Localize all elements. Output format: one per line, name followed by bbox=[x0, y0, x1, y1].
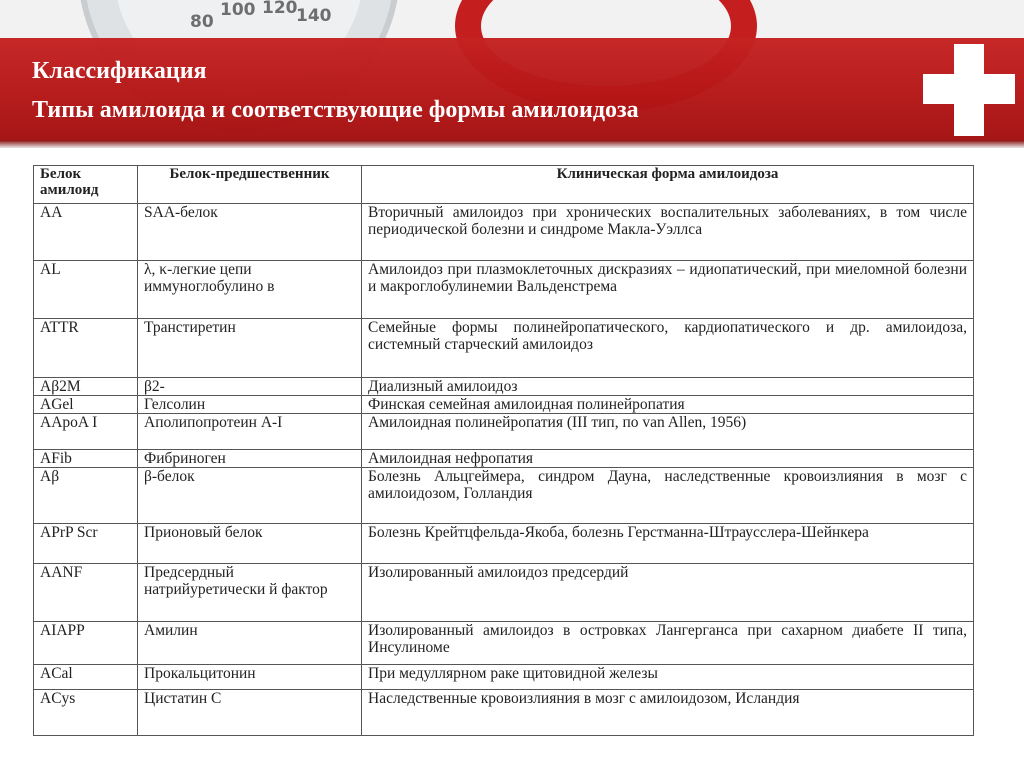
gauge-number: 100 bbox=[220, 0, 256, 20]
table-row bbox=[34, 564, 974, 622]
cell-protein: Aβ2M bbox=[34, 378, 138, 396]
table-row bbox=[34, 665, 974, 690]
table-row bbox=[34, 524, 974, 564]
table-row bbox=[34, 450, 974, 468]
cell-protein: ACal bbox=[34, 665, 138, 690]
gauge-number: 120 bbox=[262, 0, 298, 18]
cell-precursor: Транстиретин bbox=[138, 319, 362, 378]
cell-protein: APrP Scr bbox=[34, 524, 138, 564]
table-row bbox=[34, 319, 974, 378]
cell-clinical-form: Семейные формы полинейропатического, кардиопатического и др. амилоидоза, системный старческий амилоидоз bbox=[362, 319, 974, 378]
cell-protein: AL bbox=[34, 261, 138, 319]
table-row bbox=[34, 414, 974, 450]
cell-precursor: SAA-белок bbox=[138, 204, 362, 261]
table-row bbox=[34, 204, 974, 261]
cell-precursor: Прокальцитонин bbox=[138, 665, 362, 690]
cell-clinical-form: Болезнь Крейтцфельда-Якоба, болезнь Герстманна-Штраусслера-Шейнкера bbox=[362, 524, 974, 564]
page-title: Классификация bbox=[32, 58, 207, 84]
cell-clinical-form: Болезнь Альцгеймера, синдром Дауна, наследственные кровоизлияния в мозг с амилоидозом, Голландия bbox=[362, 468, 974, 524]
cell-clinical-form: Наследственные кровоизлияния в мозг с амилоидозом, Исландия bbox=[362, 690, 974, 736]
cell-precursor: β2- bbox=[138, 378, 362, 396]
medical-cross-icon bbox=[923, 74, 1015, 104]
cell-precursor: Цистатин С bbox=[138, 690, 362, 736]
cell-clinical-form: Диализный амилоидоз bbox=[362, 378, 974, 396]
cell-precursor: Аполипопротеин A-I bbox=[138, 414, 362, 450]
column-header-clinical-form: Клиническая форма амилоидоза bbox=[362, 166, 974, 204]
cell-clinical-form: Изолированный амилоидоз предсердий bbox=[362, 564, 974, 622]
table-row bbox=[34, 378, 974, 396]
cell-precursor: Амилин bbox=[138, 622, 362, 665]
cell-clinical-form: Изолированный амилоидоз в островках Лангерганса при сахарном диабете II типа, Инсулиноме bbox=[362, 622, 974, 665]
header-banner bbox=[0, 0, 1024, 148]
cell-protein: AIAPP bbox=[34, 622, 138, 665]
table-row bbox=[34, 396, 974, 414]
cell-protein: ATTR bbox=[34, 319, 138, 378]
table-row bbox=[34, 622, 974, 665]
cell-protein: AANF bbox=[34, 564, 138, 622]
gauge-number: 140 bbox=[296, 6, 332, 26]
cell-clinical-form: При медуллярном раке щитовидной железы bbox=[362, 665, 974, 690]
cell-protein: AA bbox=[34, 204, 138, 261]
page-subtitle: Типы амилоида и соответствующие формы амилоидоза bbox=[32, 97, 639, 123]
table-row bbox=[34, 690, 974, 736]
cell-clinical-form: Финская семейная амилоидная полинейропатия bbox=[362, 396, 974, 414]
cell-clinical-form: Вторичный амилоидоз при хронических воспалительных заболеваниях, в том числе периодической болезни и синдроме Макла-Уэллса bbox=[362, 204, 974, 261]
cell-precursor: Фибриноген bbox=[138, 450, 362, 468]
cell-precursor: Гелсолин bbox=[138, 396, 362, 414]
cell-protein: AGel bbox=[34, 396, 138, 414]
cell-protein: Aβ bbox=[34, 468, 138, 524]
amyloid-table-container bbox=[33, 165, 973, 741]
table-header-row bbox=[34, 166, 974, 204]
cell-clinical-form: Амилоидоз при плазмоклеточных дискразиях – идиопатический, при миеломной болезни и макроглобулинемии Вальденстрема bbox=[362, 261, 974, 319]
amyloid-types-table bbox=[33, 165, 974, 736]
column-header-precursor: Белок-предшественник bbox=[138, 166, 362, 204]
cell-protein: AApoA I bbox=[34, 414, 138, 450]
cell-protein: ACys bbox=[34, 690, 138, 736]
title-band bbox=[0, 38, 1024, 142]
cell-precursor: λ, κ-легкие цепи иммуноглобулино в bbox=[138, 261, 362, 319]
cell-precursor: Прионовый белок bbox=[138, 524, 362, 564]
cell-protein: AFib bbox=[34, 450, 138, 468]
cell-precursor: β-белок bbox=[138, 468, 362, 524]
column-header-protein: Белок амилоид bbox=[34, 166, 138, 204]
table-row bbox=[34, 261, 974, 319]
cell-clinical-form: Амилоидная полинейропатия (III тип, по van Allen, 1956) bbox=[362, 414, 974, 450]
cell-precursor: Предсердный натрийуретически й фактор bbox=[138, 564, 362, 622]
gauge-number: 80 bbox=[190, 12, 214, 32]
table-row bbox=[34, 468, 974, 524]
cell-clinical-form: Амилоидная нефропатия bbox=[362, 450, 974, 468]
